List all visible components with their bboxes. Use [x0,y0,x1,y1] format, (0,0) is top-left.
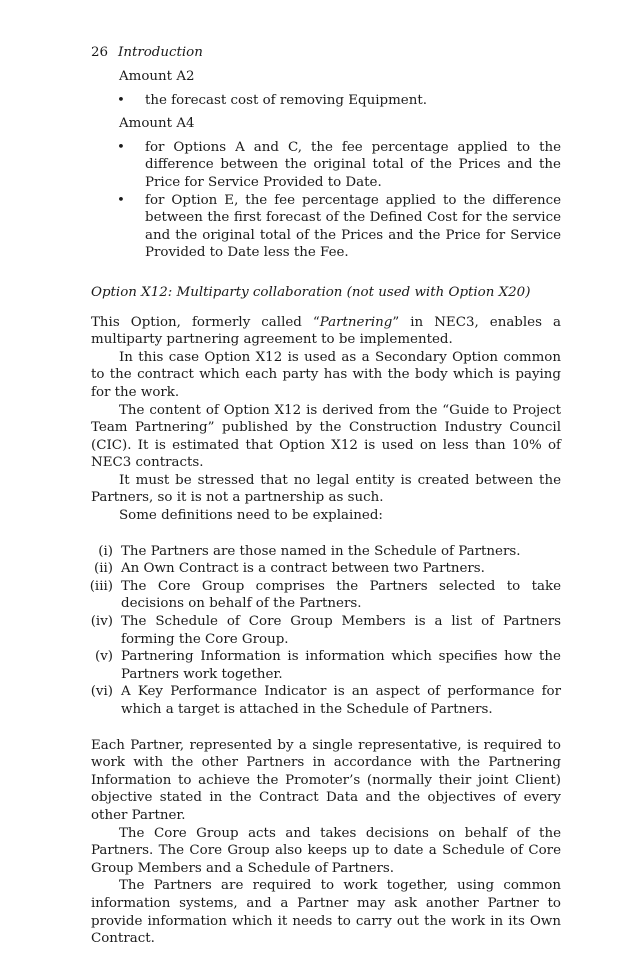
list-number: (vi) [90,684,113,700]
amount-a4-list [91,139,561,262]
bullet-icon: • [117,92,125,108]
amount-a4-label: Amount A4 [119,116,195,132]
list-item: (iv) The Schedule of Core Group Members is a list of Partners forming the Core Group. [91,613,561,648]
list-item: (vi) A Key Performance Indicator is an aspect of performance for which a target is attached in the Schedule of Partners. [91,683,561,718]
paragraph: Some definitions need to be explained: [119,508,383,524]
list-item: (ii) An Own Contract is a contract between two Partners. [91,560,561,578]
paragraph: It must be stressed that no legal entity is created between the Partners, so it is not a partnership as such. [91,472,561,506]
definitions-list [91,543,561,719]
paragraph: The Partners are required to work together, using common information systems, and a Partner may ask another Partner to provide information which it needs to carry out the work in its Own Contract. [91,878,561,947]
paragraph: Each Partner, represented by a single representative, is required to work with the other Partners in accordance with the Partnering Information to achieve the Promoter’s (normally their joint Client) objective stated in the Contract Data and the objectives of every other Partner. [91,737,561,823]
list-item: (v) Partnering Information is information which specifies how the Partners work together. [91,648,561,683]
amount-a2-label: Amount A2 [119,69,195,84]
section-heading: Option X12: Multiparty collaboration (not used with Option X20) [91,284,531,300]
running-header [91,44,561,62]
paragraph: In this case Option X12 is used as a Secondary Option common to the contract which each party has with the body which is paying for the work. [91,349,561,400]
list-number: (v) [94,649,113,665]
list-item: • for Option E, the fee percentage applied to the difference between the first forecast of the Defined Cost for the service and the original total of the Prices and the Price for Service Provided to Date less the Fee. [117,192,561,261]
list-number: (i) [98,543,113,559]
amount-a2-list [91,92,561,110]
list-item: • for Options A and C, the fee percentage applied to the difference between the original total of the Prices and the Price for Service Provided to Date. [117,139,561,190]
paragraph: The Core Group acts and takes decisions on behalf of the Partners. The Core Group also keeps up to date a Schedule of Core Group Members and a Schedule of Partners. [91,825,561,876]
list-item: • the forecast cost of removing Equipment. [117,92,427,108]
list-number: (iv) [90,614,113,630]
list-number: (ii) [93,561,113,577]
document-page [91,44,561,948]
list-item: (i) The Partners are those named in the Schedule of Partners. [91,543,561,561]
page-number: 26 [91,45,109,60]
list-item: (iii) The Core Group comprises the Partners selected to take decisions on behalf of the Partners. [91,578,561,613]
paragraph: This Option, formerly called “Partnering” in NEC3, enables a multiparty partnering agreement to be implemented. [91,314,561,348]
paragraph: The content of Option X12 is derived from the “Guide to Project Team Partnering” published by the Construction Industry Council (CIC). It is estimated that Option X12 is used on less than 10% of NEC3 contracts. [91,402,561,471]
bullet-icon: • [117,192,125,208]
list-number: (iii) [89,578,113,594]
bullet-icon: • [117,139,125,155]
section-title: Introduction [118,45,203,60]
